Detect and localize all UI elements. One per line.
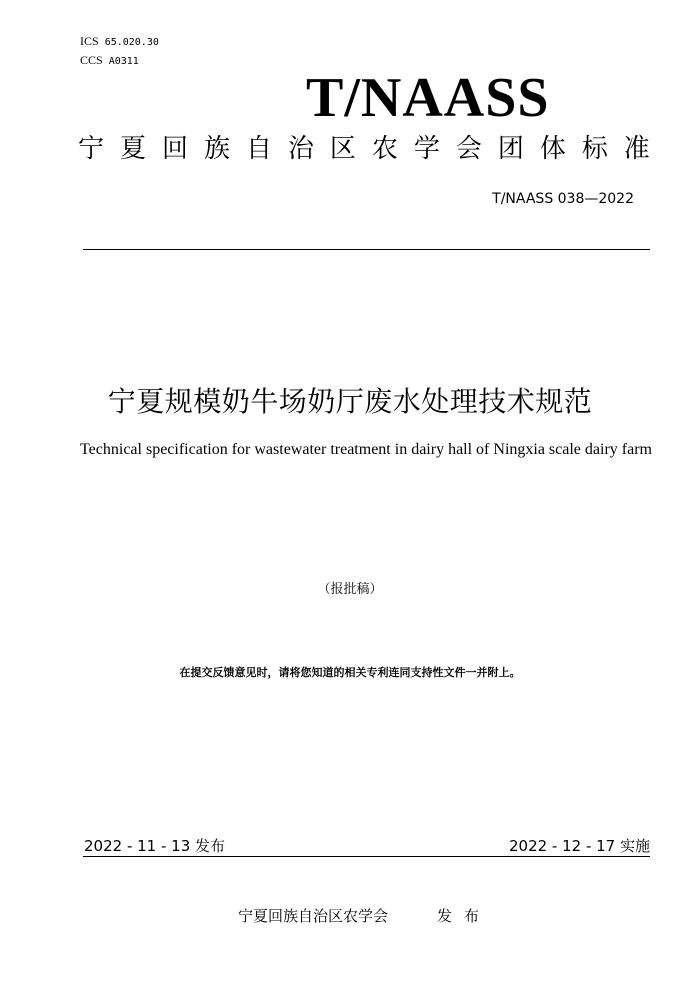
ccs-label: CCS [80, 53, 103, 67]
org-fullname [78, 134, 650, 165]
org-fullname-char: 夏 [119, 134, 146, 164]
standard-number: T/NAASS 038—2022 [492, 191, 634, 207]
org-fullname-char: 宁 [78, 134, 105, 164]
ccs-code [80, 53, 139, 68]
publisher-name: 宁夏回族自治区农学会 [238, 907, 389, 925]
org-fullname-char: 会 [455, 134, 482, 164]
org-fullname-char: 体 [539, 134, 566, 164]
org-fullname-char: 团 [497, 134, 524, 164]
ccs-value: A0311 [108, 56, 139, 67]
org-fullname-char: 回 [161, 134, 188, 164]
org-fullname-char: 区 [329, 134, 356, 164]
patent-notice: 在提交反馈意见时，请将您知道的相关专利连同支持性文件一并附上。 [179, 666, 521, 679]
ics-label: ICS [80, 34, 99, 48]
ics-code [80, 34, 159, 49]
org-fullname-char: 准 [623, 134, 650, 164]
org-fullname-char: 治 [287, 134, 314, 164]
title-chinese: 宁夏规模奶牛场奶厅废水处理技术规范 [107, 385, 593, 418]
bottom-divider [83, 856, 650, 857]
top-divider [83, 249, 650, 250]
org-fullname-char: 标 [581, 134, 608, 164]
ics-value: 65.020.30 [104, 37, 159, 48]
org-logo-text: T/NAASS [306, 67, 550, 129]
org-fullname-char: 自 [245, 134, 272, 164]
org-fullname-char: 学 [413, 134, 440, 164]
issue-date: 2022 - 11 - 13 发布 [84, 837, 226, 855]
implementation-date: 2022 - 12 - 17 实施 [508, 837, 650, 855]
org-fullname-char: 族 [203, 134, 230, 164]
draft-status: （报批稿） [317, 582, 383, 597]
org-fullname-char: 农 [371, 134, 398, 164]
publish-label: 发布 [437, 907, 492, 925]
title-english: Technical specification for wastewater treatment in dairy hall of Ningxia scale dairy farm [80, 441, 652, 458]
